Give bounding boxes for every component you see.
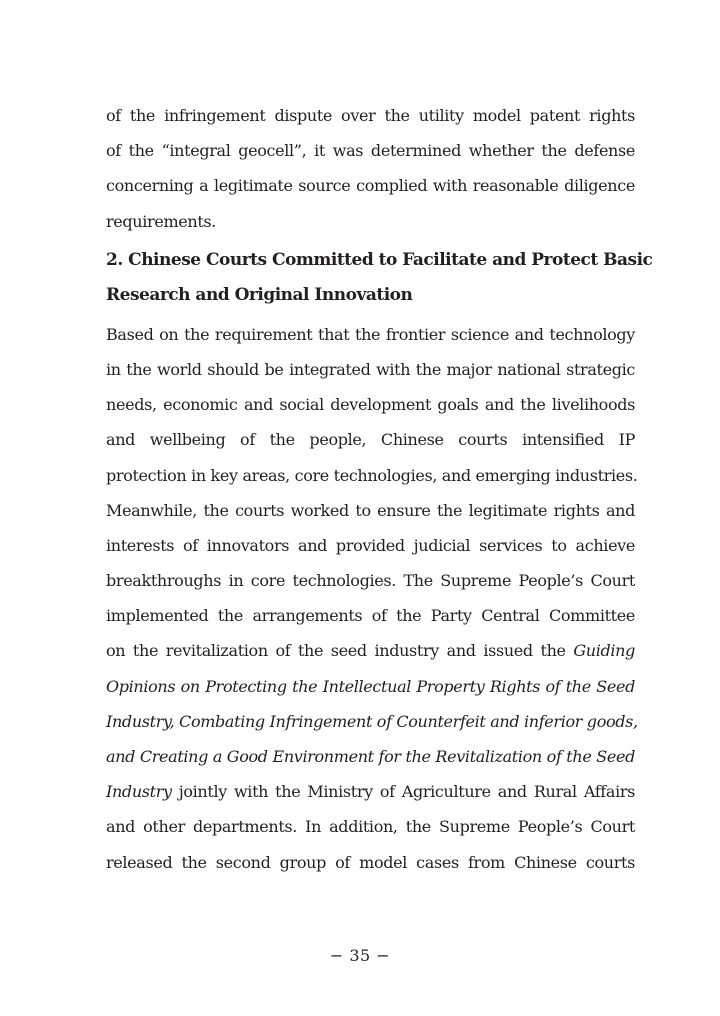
text-line: and wellbeing of the people, Chinese courts intensified IP — [106, 430, 635, 450]
paragraph-body — [106, 317, 638, 880]
text-line: Meanwhile, the courts worked to ensure the legitimate rights and — [106, 500, 635, 520]
text-line: needs, economic and social development goals and the livelihoods — [106, 395, 635, 415]
text-line — [106, 704, 638, 739]
italic-title: Guiding — [573, 641, 635, 661]
text-line: Based on the requirement that the frontier science and technology — [106, 324, 635, 344]
text-line: protection in key areas, core technologies, and emerging industries. — [106, 465, 638, 485]
text-line: of the “integral geocell”, it was determined whether the defense — [106, 141, 635, 161]
text-line — [106, 669, 635, 704]
text-line: interests of innovators and provided judicial services to achieve — [106, 535, 635, 555]
italic-title: Industry, Combating Infringement of Counterfeit and inferior goods, — [106, 711, 638, 731]
page-number: − 35 − — [329, 946, 391, 965]
text-line: breakthroughs in core technologies. The Supreme People’s Court — [106, 571, 635, 591]
italic-title: and Creating a Good Environment for the Revitalization of the Seed — [106, 747, 635, 766]
text-line: in the world should be integrated with the major national strategic — [106, 359, 635, 379]
text-line: concerning a legitimate source complied with reasonable diligence — [106, 176, 635, 196]
text-segment: jointly with the Ministry of Agriculture and Rural Affairs — [171, 782, 635, 802]
text-line: implemented the arrangements of the Party Central Committee — [106, 606, 635, 626]
heading-line: 2. Chinese Courts Committed to Facilitate and Protect Basic — [106, 249, 653, 270]
section-heading — [106, 243, 653, 313]
text-line: requirements. — [106, 211, 217, 231]
text-line — [106, 633, 635, 668]
paragraph-continuation — [106, 98, 635, 239]
text-line: released the second group of model cases from Chinese courts — [106, 852, 635, 872]
heading-line: Research and Original Innovation — [106, 284, 413, 305]
text-line — [106, 739, 635, 774]
text-line: of the infringement dispute over the utility model patent rights — [106, 106, 635, 125]
italic-title: Opinions on Protecting the Intellectual Property Rights of the Seed — [106, 676, 635, 696]
page-content — [106, 98, 653, 880]
text-line — [106, 774, 635, 809]
italic-title: Industry — [106, 782, 172, 802]
text-segment: on the revitalization of the seed industry and issued the — [106, 641, 574, 661]
text-line: and other departments. In addition, the Supreme People’s Court — [106, 817, 635, 837]
